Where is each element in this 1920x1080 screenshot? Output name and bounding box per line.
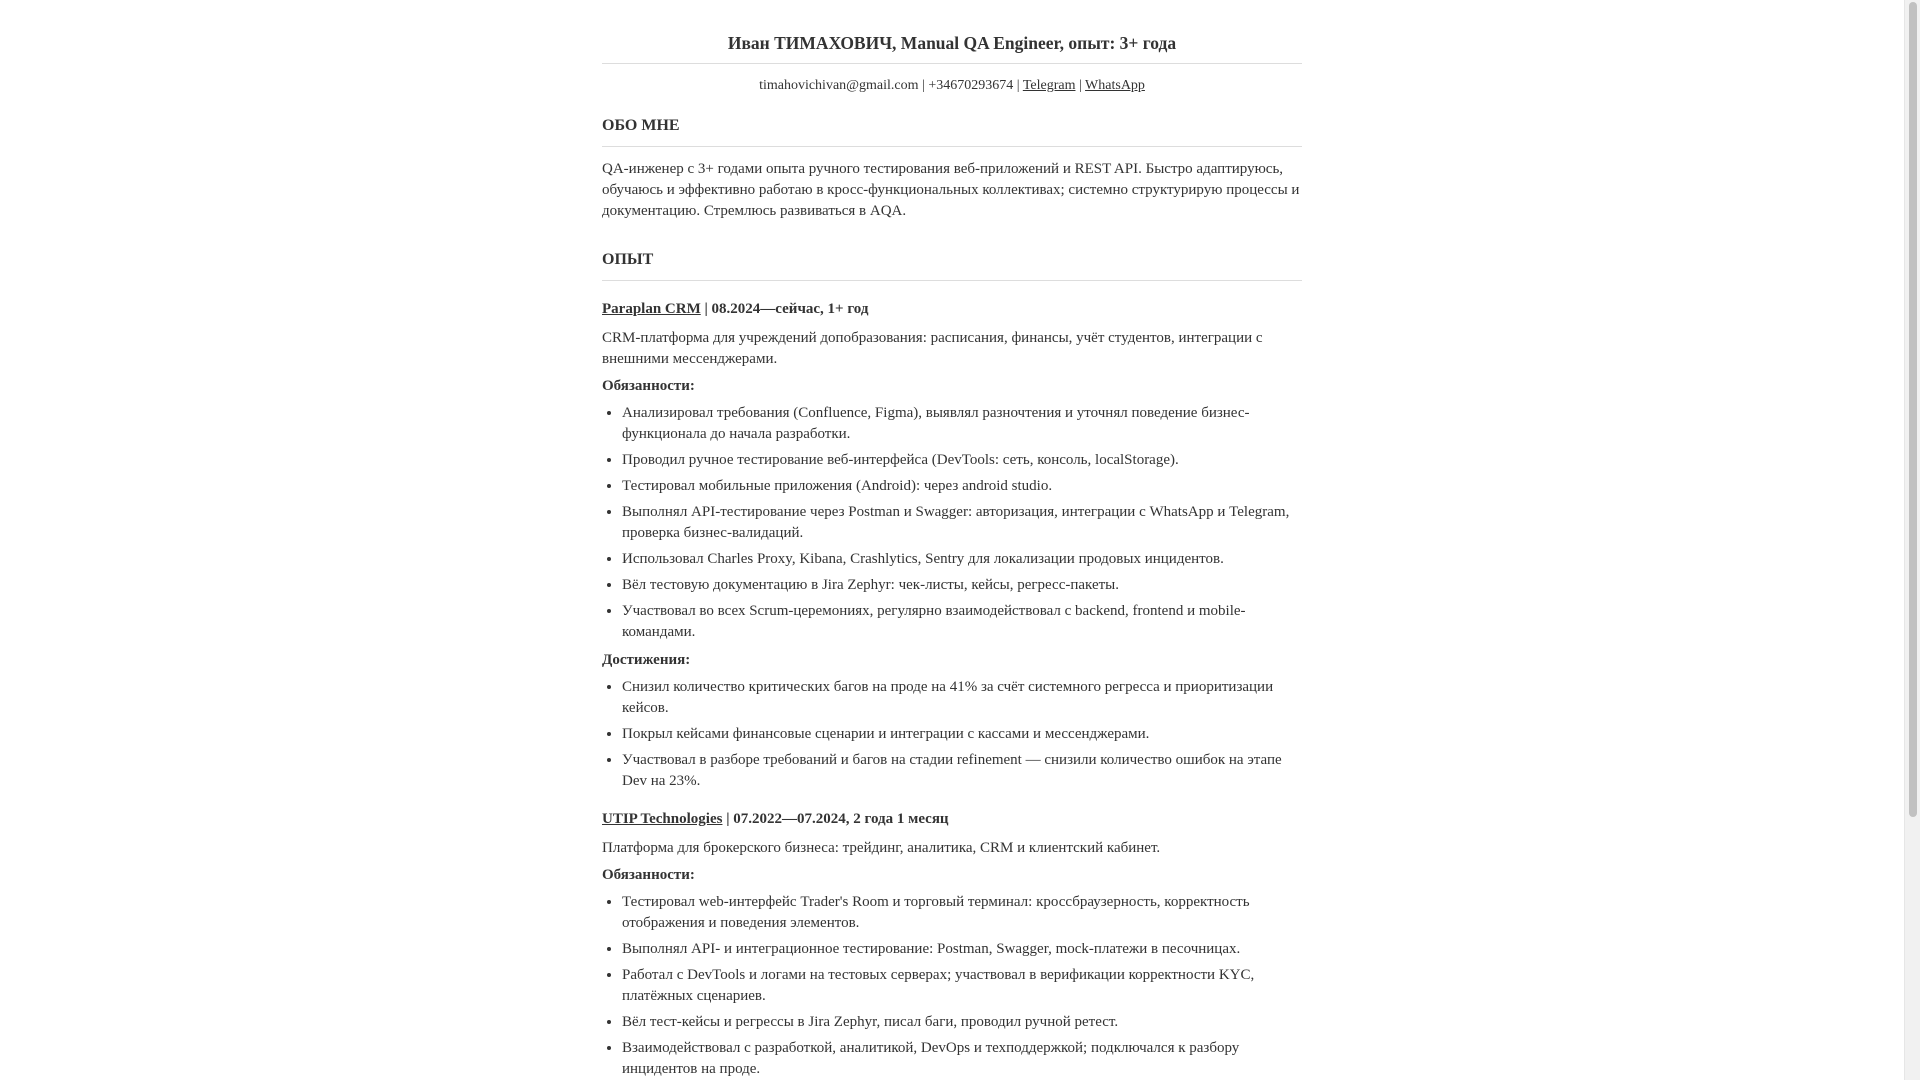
list-item: • Проводил ручное тестирование веб-интерфейса (DevTools: сеть, консоль, localStorage).: [622, 450, 1302, 471]
list-item: • Работал с DevTools и логами на тестовых серверах; участвовал в верификации корректности KYC, платёжных сценариев.: [622, 965, 1302, 1007]
list-item: • Участвовал во всех Scrum-церемониях, регулярно взаимодействовал с backend, frontend и mobile-командами.: [622, 601, 1302, 643]
duties-title: Обязанности:: [602, 378, 695, 394]
email-text: timahovichivan@gmail.com: [759, 78, 919, 93]
list-item: • Тестировал мобильные приложения (Android): через android studio.: [622, 476, 1302, 497]
duties-title: Обязанности:: [602, 867, 695, 883]
job-entry-utip: [602, 809, 1302, 1080]
achievements-title: Достижения:: [602, 652, 691, 668]
resume-page: [602, 0, 1302, 1080]
experience-section-title: ОПЫТ: [602, 249, 1302, 281]
telegram-link[interactable]: Telegram: [1022, 78, 1076, 93]
contact-separator: |: [918, 78, 929, 93]
job-period: | 07.2022—07.2024, 2 года 1 месяц: [722, 811, 949, 827]
list-item: • Снизил количество критических багов на проде на 41% за счёт системного регресса и приоритизации кейсов.: [622, 677, 1302, 719]
list-item: • Выполнял API- и интеграционное тестирование: Postman, Swagger, mock-платежи в песочницах.: [622, 939, 1302, 960]
contact-separator: |: [1075, 78, 1086, 93]
contact-separator: |: [1013, 78, 1023, 93]
phone-text: +34670293674: [928, 78, 1014, 93]
whatsapp-link[interactable]: WhatsApp: [1085, 78, 1145, 93]
company-link-utip[interactable]: UTIP Technologies: [602, 811, 723, 827]
job-heading: [602, 299, 1302, 320]
company-link-paraplan[interactable]: Paraplan CRM: [602, 301, 701, 317]
job-description: CRM-платформа для учреждений допобразования: расписания, финансы, учёт студентов, интеграции с внешними мессенджерами.: [602, 330, 1263, 367]
job-entry-paraplan: [602, 299, 1302, 792]
contacts-line: [602, 76, 1302, 96]
job-period: | 08.2024—сейчас, 1+ год: [700, 301, 869, 317]
scrollbar-thumb[interactable]: [1909, 2, 1917, 817]
list-item: • Вёл тест-кейсы и регрессы в Jira Zephyr, писал баги, проводил ручной ретест.: [622, 1012, 1302, 1033]
about-section-title: ОБО МНЕ: [602, 115, 1302, 147]
job-description: Платформа для брокерского бизнеса: трейдинг, аналитика, CRM и клиентский кабинет.: [602, 840, 1161, 856]
list-item: • Участвовал в разборе требований и багов на стадии refinement — снизили количество ошибок на этапе Dev на 23%.: [622, 750, 1302, 792]
list-item: • Взаимодействовал с разработкой, аналитикой, DevOps и техподдержкой; подключался к разбору инцидентов на проде.: [622, 1038, 1302, 1080]
list-item: • Вёл тестовую документацию в Jira Zephyr: чек-листы, кейсы, регресс-пакеты.: [622, 575, 1302, 596]
list-item: • Анализировал требования (Confluence, Figma), выявлял разночтения и уточнял поведение бизнес-функционала до начала разработки.: [622, 403, 1302, 445]
list-item: • Тестировал web-интерфейс Trader's Room и торговый терминал: кроссбраузерность, корректность отображения и поведения элементов.: [622, 892, 1302, 934]
duties-list: [602, 403, 1302, 643]
about-text: QA-инженер с 3+ годами опыта ручного тестирования веб-приложений и REST API. Быстро адаптируюсь, обучаюсь и эффективно работаю в кросс-функциональных коллективах; системно структурирую процессы и документацию. Стремлюсь развиваться в AQA.: [602, 161, 1300, 219]
job-heading: [602, 809, 1302, 830]
duties-list: [602, 892, 1302, 1080]
list-item: • Использовал Charles Proxy, Kibana, Crashlytics, Sentry для локализации продовых инцидентов.: [622, 549, 1302, 570]
list-item: • Покрыл кейсами финансовые сценарии и интеграции с кассами и мессенджерами.: [622, 724, 1302, 745]
list-item: • Выполнял API-тестирование через Postman и Swagger: авторизация, интеграции с WhatsApp и Telegram, проверка бизнес-валидаций.: [622, 502, 1302, 544]
vertical-scrollbar[interactable]: [1904, 0, 1920, 1080]
page-title: Иван ТИМАХОВИЧ, Manual QA Engineer, опыт: 3+ года: [602, 0, 1302, 64]
achievements-list: [602, 677, 1302, 792]
